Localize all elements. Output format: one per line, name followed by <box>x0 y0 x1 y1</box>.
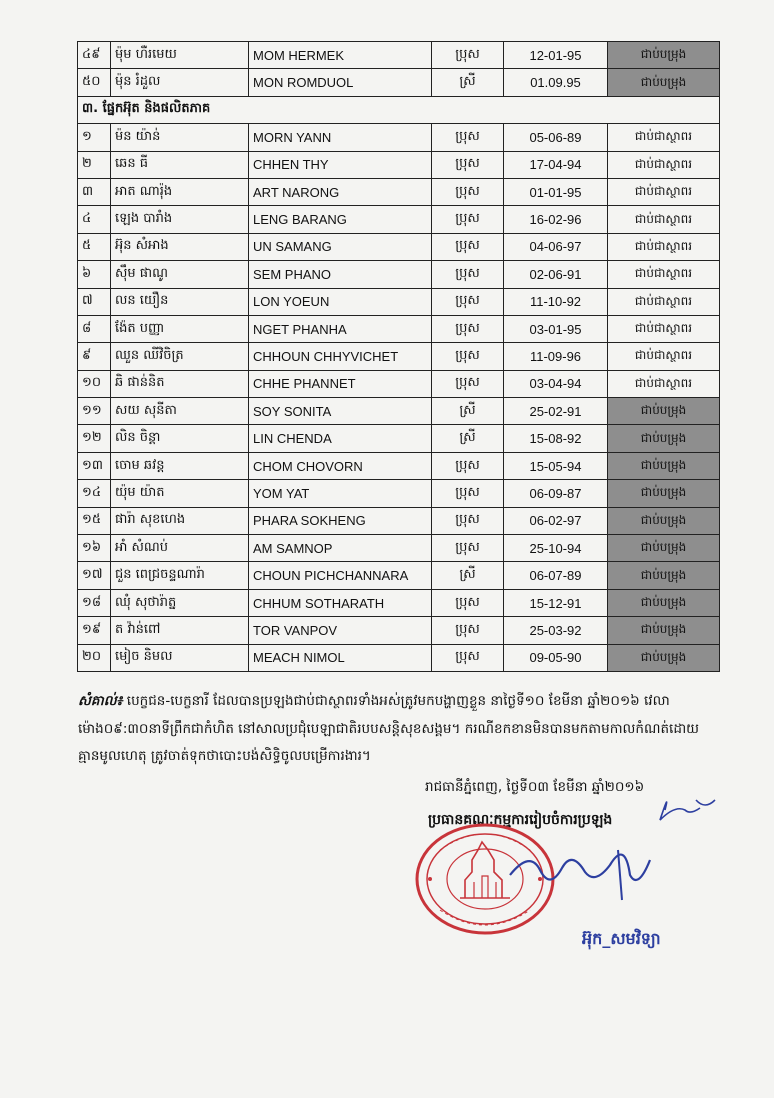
latin-name: CHOUN PICHCHANNARA <box>249 562 432 589</box>
gender: ប្រុស <box>432 343 504 370</box>
table-row <box>78 261 720 288</box>
row-number: ៨ <box>78 315 111 342</box>
gender: ប្រុស <box>432 589 504 616</box>
row-number: ១៦ <box>78 535 111 562</box>
latin-name: NGET PHANHA <box>249 315 432 342</box>
gender: ប្រុស <box>432 370 504 397</box>
birth-date: 16-02-96 <box>504 206 608 233</box>
gender: ស្រី <box>432 425 504 452</box>
birth-date: 04-06-97 <box>504 233 608 260</box>
birth-date: 25-02-91 <box>504 398 608 425</box>
row-number: ៥ <box>78 233 111 260</box>
khmer-name: ង៉ែត បញ្ញា <box>111 315 249 342</box>
result-status: ជាប់ជាស្ថាពរ <box>608 315 720 342</box>
row-number: ៣ <box>78 178 111 205</box>
table-row <box>78 288 720 315</box>
khmer-name: យ៉ុម យ៉ាត <box>111 480 249 507</box>
result-status: ជាប់ជាស្ថាពរ <box>608 233 720 260</box>
table-row <box>78 644 720 671</box>
gender: ប្រុស <box>432 288 504 315</box>
latin-name: AM SAMNOP <box>249 535 432 562</box>
table-row <box>78 206 720 233</box>
gender: ប្រុស <box>432 315 504 342</box>
result-status: ជាប់បម្រុង <box>608 452 720 479</box>
gender: ប្រុស <box>432 151 504 178</box>
result-status: ជាប់បម្រុង <box>608 398 720 425</box>
row-number: ១៧ <box>78 562 111 589</box>
result-status: ជាប់ជាស្ថាពរ <box>608 151 720 178</box>
birth-date: 03-04-94 <box>504 370 608 397</box>
gender: ប្រុស <box>432 507 504 534</box>
gender: ប្រុស <box>432 233 504 260</box>
result-status: ជាប់ជាស្ថាពរ <box>608 343 720 370</box>
latin-name: TOR VANPOV <box>249 617 432 644</box>
birth-date: 17-04-94 <box>504 151 608 178</box>
khmer-name: ឆិ ផាន់និត <box>111 370 249 397</box>
row-number: ១១ <box>78 398 111 425</box>
row-number: ១០ <box>78 370 111 397</box>
result-status: ជាប់ជាស្ថាពរ <box>608 206 720 233</box>
gender: ប្រុស <box>432 644 504 671</box>
birth-date: 03-01-95 <box>504 315 608 342</box>
signer-title: ប្រធានគណៈកម្មការរៀបចំការប្រឡង <box>428 812 613 828</box>
khmer-name: ផារ៉ា សុខហេង <box>111 507 249 534</box>
result-status: ជាប់បម្រុង <box>608 617 720 644</box>
result-status: ជាប់ជាស្ថាពរ <box>608 178 720 205</box>
khmer-name: ឆេន ធី <box>111 151 249 178</box>
latin-name: MEACH NIMOL <box>249 644 432 671</box>
result-status: ជាប់បម្រុង <box>608 644 720 671</box>
birth-date: 11-09-96 <box>504 343 608 370</box>
gender: ប្រុស <box>432 480 504 507</box>
table-row <box>78 42 720 69</box>
birth-date: 06-09-87 <box>504 480 608 507</box>
latin-name: PHARA SOKHENG <box>249 507 432 534</box>
table-row <box>78 452 720 479</box>
khmer-name: ជួន ពេជ្រចន្ទណារ៉ា <box>111 562 249 589</box>
row-number: ៤ <box>78 206 111 233</box>
latin-name: SOY SONITA <box>249 398 432 425</box>
birth-date: 25-03-92 <box>504 617 608 644</box>
row-number: ១ <box>78 124 111 151</box>
row-number: ៤៩ <box>78 42 111 69</box>
khmer-name: លិន ចិន្តា <box>111 425 249 452</box>
row-number: ១៨ <box>78 589 111 616</box>
gender: ប្រុស <box>432 124 504 151</box>
gender: ប្រុស <box>432 452 504 479</box>
khmer-name: ឈុំ សុថារ៉ាត្ន <box>111 589 249 616</box>
khmer-name: មៀច និមល <box>111 644 249 671</box>
table-row <box>78 562 720 589</box>
khmer-name: ម៉ុម ហឺរមេយ <box>111 42 249 69</box>
gender: ប្រុស <box>432 261 504 288</box>
result-status: ជាប់បម្រុង <box>608 589 720 616</box>
latin-name: SEM PHANO <box>249 261 432 288</box>
table-row <box>78 480 720 507</box>
khmer-name: ឈួន ឈីវិចិត្រ <box>111 343 249 370</box>
birth-date: 02-06-91 <box>504 261 608 288</box>
khmer-name: ស៊ឹម ផាណូ <box>111 261 249 288</box>
row-number: ១៥ <box>78 507 111 534</box>
birth-date: 05-06-89 <box>504 124 608 151</box>
khmer-name: លន យឿន <box>111 288 249 315</box>
table-row <box>78 124 720 151</box>
latin-name: CHOM CHOVORN <box>249 452 432 479</box>
birth-date: 09-05-90 <box>504 644 608 671</box>
row-number: ៥០ <box>78 69 111 96</box>
row-number: ១៤ <box>78 480 111 507</box>
birth-date: 01-01-95 <box>504 178 608 205</box>
table-row <box>78 370 720 397</box>
result-status: ជាប់ជាស្ថាពរ <box>608 261 720 288</box>
table-row <box>78 617 720 644</box>
result-status: ជាប់ជាស្ថាពរ <box>608 288 720 315</box>
table-row <box>78 151 720 178</box>
khmer-name: ត វ៉ាន់ពៅ <box>111 617 249 644</box>
row-number: ១៣ <box>78 452 111 479</box>
row-number: ១២ <box>78 425 111 452</box>
birth-date: 15-12-91 <box>504 589 608 616</box>
birth-date: 15-08-92 <box>504 425 608 452</box>
latin-name: UN SAMANG <box>249 233 432 260</box>
row-number: ៦ <box>78 261 111 288</box>
latin-name: LON YOEUN <box>249 288 432 315</box>
birth-date: 12-01-95 <box>504 42 608 69</box>
khmer-name: ឡេង បារាំង <box>111 206 249 233</box>
gender: ប្រុស <box>432 178 504 205</box>
latin-name: LIN CHENDA <box>249 425 432 452</box>
latin-name: CHHUM SOTHARATH <box>249 589 432 616</box>
latin-name: CHHOUN CHHYVICHET <box>249 343 432 370</box>
result-status: ជាប់បម្រុង <box>608 507 720 534</box>
khmer-name: ម៉ន យ៉ាន់ <box>111 124 249 151</box>
khmer-name: ម៉ុន រំដួល <box>111 69 249 96</box>
khmer-name: ចោម ឆវន្ត <box>111 452 249 479</box>
result-status: ជាប់បម្រុង <box>608 69 720 96</box>
results-table <box>77 41 720 672</box>
latin-name: CHHE PHANNET <box>249 370 432 397</box>
khmer-name: សយ សុនីតា <box>111 398 249 425</box>
latin-name: LENG BARANG <box>249 206 432 233</box>
table-row <box>78 507 720 534</box>
result-status: ជាប់បម្រុង <box>608 562 720 589</box>
latin-name: ART NARONG <box>249 178 432 205</box>
latin-name: MOM HERMEK <box>249 42 432 69</box>
result-status: ជាប់ជាស្ថាពរ <box>608 124 720 151</box>
result-status: ជាប់បម្រុង <box>608 480 720 507</box>
table-row <box>78 69 720 96</box>
birth-date: 25-10-94 <box>504 535 608 562</box>
note-label: សំគាល់៖ <box>78 693 123 709</box>
gender: ស្រី <box>432 562 504 589</box>
birth-date: 11-10-92 <box>504 288 608 315</box>
row-number: ៩ <box>78 343 111 370</box>
gender: ស្រី <box>432 69 504 96</box>
khmer-name: អាំ សំណប់ <box>111 535 249 562</box>
row-number: ៧ <box>78 288 111 315</box>
gender: ស្រី <box>432 398 504 425</box>
table-row <box>78 589 720 616</box>
section-title: ៣. ផ្នែកអ៊ុត និងផលិតភាគ <box>78 96 720 123</box>
result-status: ជាប់បម្រុង <box>608 425 720 452</box>
note-paragraph <box>78 688 708 771</box>
gender: ប្រុស <box>432 535 504 562</box>
results-table-body <box>78 42 720 672</box>
latin-name: MORN YANN <box>249 124 432 151</box>
khmer-name: អ៊ុន សំអាង <box>111 233 249 260</box>
table-row <box>78 233 720 260</box>
table-row <box>78 343 720 370</box>
table-row <box>78 398 720 425</box>
row-number: ២០ <box>78 644 111 671</box>
section-header-row <box>78 96 720 123</box>
latin-name: CHHEN THY <box>249 151 432 178</box>
khmer-name: អាត ណារ៉ុង <box>111 178 249 205</box>
result-status: ជាប់បម្រុង <box>608 535 720 562</box>
handwritten-signature <box>500 780 720 920</box>
birth-date: 01.09.95 <box>504 69 608 96</box>
row-number: ២ <box>78 151 111 178</box>
note-text: បេក្ខជន-បេក្ខនារី ដែលបានប្រឡងជាប់ជាស្ថាពរទាំងអស់ត្រូវមកបង្ហាញខ្លួន នាថ្ងៃទី១០ ខែមីនា ឆ្នាំ២០១៦ វេលាម៉ោង០៩:៣០នាទីព្រឹកជាកំហិត នៅសាលប្រជុំបេឡាជាតិរបបសន្តិសុខសង្គម។ ករណីខកខានមិនបានមកតាមកាលកំណត់ដោយគ្មានមូលហេតុ ត្រូវចាត់ទុកថាបោះបង់សិទ្ធិចូលបម្រើការងារ។ <box>78 693 700 764</box>
table-row <box>78 315 720 342</box>
birth-date: 15-05-94 <box>504 452 608 479</box>
birth-date: 06-07-89 <box>504 562 608 589</box>
gender: ប្រុស <box>432 617 504 644</box>
result-status: ជាប់ជាស្ថាពរ <box>608 370 720 397</box>
gender: ប្រុស <box>432 42 504 69</box>
latin-name: MON ROMDUOL <box>249 69 432 96</box>
latin-name: YOM YAT <box>249 480 432 507</box>
birth-date: 06-02-97 <box>504 507 608 534</box>
row-number: ១៩ <box>78 617 111 644</box>
gender: ប្រុស <box>432 206 504 233</box>
table-row <box>78 535 720 562</box>
table-row <box>78 178 720 205</box>
result-status: ជាប់បម្រុង <box>608 42 720 69</box>
date-line: រាជធានីភ្នំពេញ, ថ្ងៃទី០៣ ខែមីនា ឆ្នាំ២០១៦ <box>425 779 645 795</box>
table-row <box>78 425 720 452</box>
signer-name: អ៊ុក_សមវិទ្យា <box>582 929 661 948</box>
